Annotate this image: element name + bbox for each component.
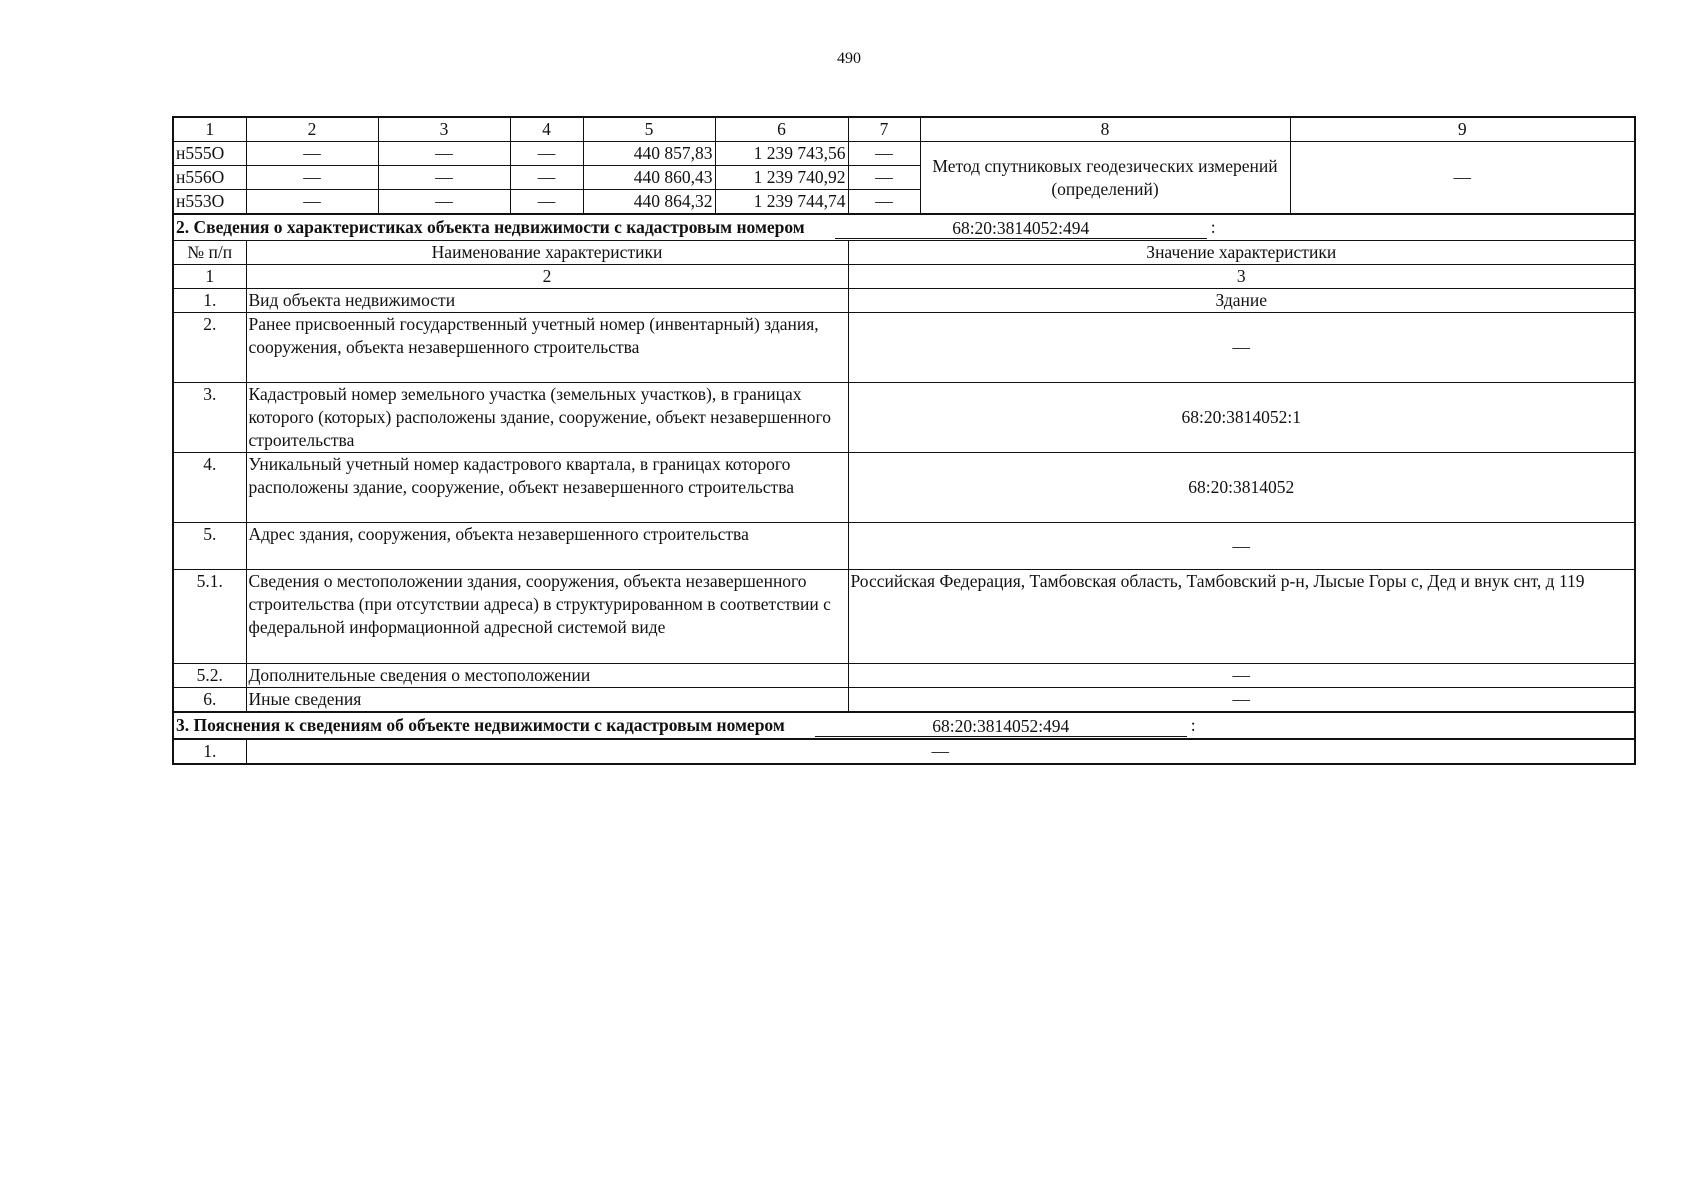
- coord-x: 440 860,43: [583, 166, 715, 190]
- coord-cell: —: [378, 166, 510, 190]
- section3-colon: :: [1190, 715, 1196, 735]
- coord-x: 440 857,83: [583, 142, 715, 166]
- characteristic-name: Уникальный учетный номер кадастрового квартала, в границах которого расположены здание, сооружение, объект незавершенного строительства: [246, 453, 848, 523]
- section2-colon: :: [1210, 217, 1216, 237]
- section3-title-row: [173, 712, 1635, 739]
- point-name: н555О: [173, 142, 246, 166]
- cadastral-document-table: [172, 116, 1636, 765]
- row-number: 5.1.: [173, 570, 246, 664]
- coord-header-cell: 8: [920, 117, 1290, 142]
- coord-header-cell: 9: [1290, 117, 1635, 142]
- characteristic-name: Адрес здания, сооружения, объекта незавершенного строительства: [246, 523, 848, 570]
- coord-cell: —: [848, 190, 920, 215]
- table-row: [173, 383, 1635, 453]
- characteristic-value: —: [848, 664, 1635, 688]
- col9-cell: —: [1290, 142, 1635, 215]
- coord-cell: —: [378, 142, 510, 166]
- section2-title-cell: [173, 214, 1635, 241]
- row-number: 5.2.: [173, 664, 246, 688]
- coord-header-cell: 7: [848, 117, 920, 142]
- table-row: [173, 453, 1635, 523]
- coord-header-cell: 4: [510, 117, 583, 142]
- coord-cell: —: [510, 142, 583, 166]
- row-number: 1.: [173, 739, 246, 764]
- coord-cell: —: [246, 142, 378, 166]
- coord-header-cell: 2: [246, 117, 378, 142]
- index-cell: 1: [173, 265, 246, 289]
- coord-header-cell: 3: [378, 117, 510, 142]
- section3-title-cell: [173, 712, 1635, 739]
- table-row: [173, 570, 1635, 664]
- characteristic-value: 68:20:3814052: [848, 453, 1635, 523]
- header-name: Наименование характеристики: [246, 241, 848, 265]
- section2-title-row: [173, 214, 1635, 241]
- section2-title: 2. Сведения о характеристиках объекта недвижимости с кадастровым номером: [176, 217, 805, 237]
- table-row: [173, 523, 1635, 570]
- characteristic-value: Здание: [848, 289, 1635, 313]
- characteristic-value: —: [848, 523, 1635, 570]
- table-row: [173, 313, 1635, 383]
- row-number: 5.: [173, 523, 246, 570]
- coord-cell: —: [246, 166, 378, 190]
- coord-y: 1 239 743,56: [715, 142, 848, 166]
- row-number: 4.: [173, 453, 246, 523]
- point-name: н553О: [173, 190, 246, 215]
- coord-header-cell: 1: [173, 117, 246, 142]
- coord-cell: —: [378, 190, 510, 215]
- characteristic-name: Иные сведения: [246, 688, 848, 713]
- coord-cell: —: [848, 142, 920, 166]
- section3-cadastral-number: 68:20:3814052:494: [815, 716, 1187, 737]
- index-cell: 2: [246, 265, 848, 289]
- coord-row: [173, 142, 1635, 166]
- row-number: 6.: [173, 688, 246, 713]
- row-number: 3.: [173, 383, 246, 453]
- coord-cell: —: [246, 190, 378, 215]
- row-number: 2.: [173, 313, 246, 383]
- table-row: [173, 688, 1635, 713]
- page-number: 490: [837, 50, 861, 67]
- table-row: [173, 739, 1635, 764]
- coord-cell: —: [510, 190, 583, 215]
- coord-cell: —: [848, 166, 920, 190]
- characteristic-name: Дополнительные сведения о местоположении: [246, 664, 848, 688]
- characteristic-value: Российская Федерация, Тамбовская область, Тамбовский р-н, Лысые Горы с, Дед и внук снт, д 119: [848, 570, 1635, 664]
- characteristic-value: 68:20:3814052:1: [848, 383, 1635, 453]
- coord-x: 440 864,32: [583, 190, 715, 215]
- index-cell: 3: [848, 265, 1635, 289]
- coord-cell: —: [510, 166, 583, 190]
- header-value: Значение характеристики: [848, 241, 1635, 265]
- coord-header-cell: 5: [583, 117, 715, 142]
- coord-y: 1 239 740,92: [715, 166, 848, 190]
- table-row: [173, 289, 1635, 313]
- characteristic-name: Вид объекта недвижимости: [246, 289, 848, 313]
- section2-cadastral-number: 68:20:3814052:494: [835, 218, 1207, 239]
- header-no: № п/п: [173, 241, 246, 265]
- coord-header-cell: 6: [715, 117, 848, 142]
- method-cell: Метод спутниковых геодезических измерений (определений): [920, 142, 1290, 215]
- table-row: [173, 664, 1635, 688]
- characteristic-name: Кадастровый номер земельного участка (земельных участков), в границах которого (которых) расположены здание, сооружение, объект незавершенного строительства: [246, 383, 848, 453]
- section2-header-row: [173, 241, 1635, 265]
- row-number: 1.: [173, 289, 246, 313]
- coord-header-row: [173, 117, 1635, 142]
- characteristic-name: Сведения о местоположении здания, сооружения, объекта незавершенного строительства (при отсутствии адреса) в структурированном в соответствии с федеральной информационной адресной системой виде: [246, 570, 848, 664]
- point-name: н556О: [173, 166, 246, 190]
- section2-index-row: [173, 265, 1635, 289]
- characteristic-name: Ранее присвоенный государственный учетный номер (инвентарный) здания, сооружения, объекта незавершенного строительства: [246, 313, 848, 383]
- coord-y: 1 239 744,74: [715, 190, 848, 215]
- characteristic-value: —: [848, 688, 1635, 713]
- section3-title: 3. Пояснения к сведениям об объекте недвижимости с кадастровым номером: [176, 715, 785, 735]
- characteristic-value: —: [848, 313, 1635, 383]
- explanation-value: —: [246, 739, 1635, 764]
